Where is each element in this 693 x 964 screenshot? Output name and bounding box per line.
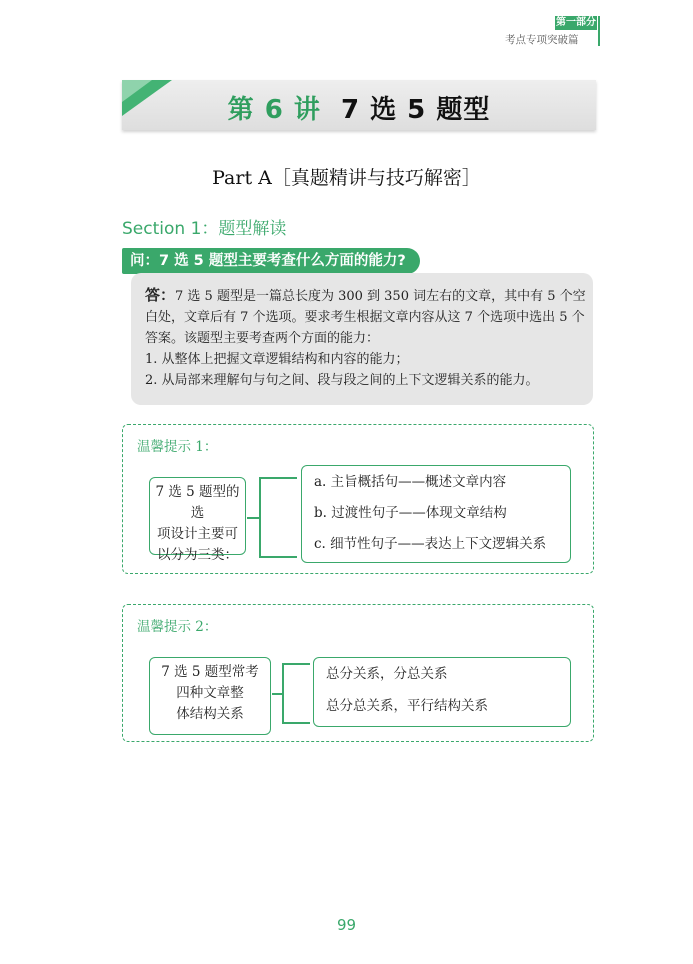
tip2-bracket [282, 663, 284, 723]
header-divider [598, 16, 600, 46]
page-number: 99 [336, 916, 357, 934]
tip1-bracket [259, 477, 261, 557]
tip-label-2: 温馨提示 2： [137, 619, 218, 635]
answer-body: 7 选 5 题型是一篇总长度为 300 到 350 词左右的文章，其中有 5 个空白处，文章后有 7 个选项。要求考生根据文章内容从这 7 个选项中选出 5 个答案。该题型主要考查两个方面的能力： [145, 289, 586, 346]
part-title: Part A［真题精讲与技巧解密］ [212, 167, 481, 189]
tip1-summary-box [149, 477, 246, 563]
tip1-connector [247, 517, 259, 519]
header-subtitle: 考点专项突破篇 [505, 34, 579, 46]
answer-lead: 答： [145, 286, 176, 304]
section-title: Section 1：题型解读 [122, 219, 287, 239]
answer-item-2: 2. 从局部来理解句与句之间、段与段之间的上下文逻辑关系的能力。 [145, 373, 539, 388]
tip1-summary-line: 以分为三类： [157, 547, 238, 563]
tip2-items-box [313, 657, 571, 727]
lecture-number: 第 6 讲 [227, 95, 321, 125]
tip2-summary-line: 体结构关系 [176, 706, 244, 722]
tip2-summary-line: 7 选 5 题型常考 [161, 664, 259, 680]
tip2-item-2: 总分总关系，平行结构关系 [326, 698, 488, 714]
question-tag: 问：7 选 5 题型主要考查什么方面的能力? [122, 248, 420, 274]
answer-paragraph [145, 285, 589, 349]
lecture-banner [122, 80, 596, 130]
answer-item-1: 1. 从整体上把握文章逻辑结构和内容的能力； [145, 352, 409, 367]
answer-text [145, 285, 589, 391]
tip2-summary-box [149, 657, 271, 735]
tip1-bracket-bottom [259, 556, 297, 558]
tip2-summary-line: 四种文章整 [176, 685, 244, 701]
lecture-title [122, 89, 596, 126]
tip1-items-box [301, 465, 571, 563]
tip-box-1 [122, 424, 594, 574]
part-label-badge: 第一部分 [556, 17, 596, 28]
answer-box [131, 273, 593, 405]
tip1-summary-line: 7 选 5 题型的选 [155, 484, 240, 521]
tip1-item-c: c. 细节性句子——表达上下文逻辑关系 [314, 536, 547, 552]
tip-box-2 [122, 604, 594, 742]
tip2-bracket-bottom [282, 722, 310, 724]
tip-label-1: 温馨提示 1： [137, 439, 218, 455]
tip2-bracket-top [282, 663, 310, 665]
tip1-item-b: b. 过渡性句子——体现文章结构 [314, 505, 507, 521]
tip2-connector [272, 693, 282, 695]
tip2-item-1: 总分关系，分总关系 [326, 666, 448, 682]
tip1-item-a: a. 主旨概括句——概述文章内容 [314, 474, 507, 490]
lecture-topic: 7 选 5 题型 [340, 95, 491, 125]
tip1-bracket-top [259, 477, 297, 479]
tip1-summary-line: 项设计主要可 [157, 526, 238, 542]
